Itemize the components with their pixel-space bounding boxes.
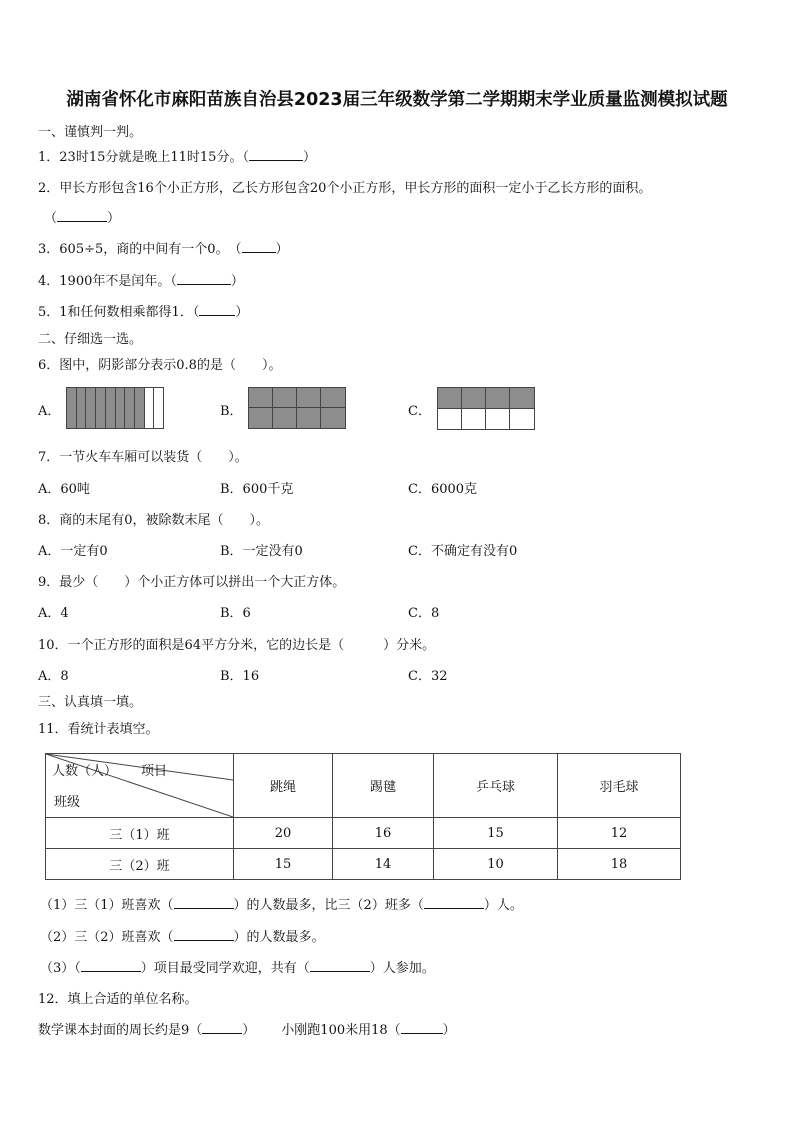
corner-item-label: 项目 [141, 764, 168, 779]
question-2-answer: （ ） [44, 211, 121, 226]
question-9: 9．最少（ ）个小正方体可以拼出一个大正方体。 [38, 575, 346, 590]
answer-blank[interactable] [242, 240, 276, 253]
table-cell: 12 [558, 818, 681, 849]
table-cell: 14 [333, 849, 434, 880]
question-6: 6．图中，阴影部分表示0.8的是（ ）。 [38, 358, 282, 373]
column-header: 羽毛球 [558, 754, 681, 818]
question-8: 8．商的末尾有0，被除数末尾（ ）。 [38, 513, 270, 528]
answer-blank[interactable] [57, 209, 107, 222]
section-1-heading: 一、谨慎判一判。 [38, 125, 143, 140]
table-cell: 16 [333, 818, 434, 849]
answer-blank[interactable] [401, 1021, 443, 1034]
question-10: 10．一个正方形的面积是64平方分米，它的边长是（ ）分米。 [38, 638, 436, 653]
question-11-sub-3: （3）（ ）项目最受同学欢迎，共有（ ）人参加。 [40, 961, 435, 976]
q7-option-b[interactable]: B．600千克 [220, 482, 294, 497]
question-5: 5．1和任何数相乘都得1．（ ） [38, 305, 249, 320]
question-11-sub-1: （1）三（1）班喜欢（ ）的人数最多，比三（2）班多（ ）人。 [40, 898, 523, 913]
table-cell: 15 [434, 818, 558, 849]
column-header: 踢毽 [333, 754, 434, 818]
corner-class-label: 班级 [54, 795, 81, 810]
table-cell: 18 [558, 849, 681, 880]
option-a-label: A． [38, 404, 61, 419]
table-cell: 10 [434, 849, 558, 880]
question-7: 7．一节火车车厢可以装货（ ）。 [38, 450, 248, 465]
q8-option-b[interactable]: B．一定没有0 [220, 544, 303, 559]
question-11-sub-2: （2）三（2）班喜欢（ ）的人数最多。 [40, 930, 325, 945]
table-cell: 20 [234, 818, 333, 849]
row-class-cell: 三（1）班 [46, 818, 234, 849]
table-row [46, 818, 681, 849]
page-title: 湖南省怀化市麻阳苗族自治县2023届三年级数学第二学期期末学业质量监测模拟试题 [66, 90, 728, 110]
question-1: 1．23时15分就是晚上11时15分。（ ） [38, 150, 316, 165]
row-class-cell: 三（2）班 [46, 849, 234, 880]
option-c-figure[interactable] [437, 387, 535, 430]
section-2-heading: 二、仔细选一选。 [38, 332, 143, 347]
q9-option-b[interactable]: B．6 [220, 606, 251, 621]
question-11: 11．看统计表填空。 [38, 722, 159, 737]
question-2: 2．甲长方形包含16个小正方形，乙长方形包含20个小正方形，甲长方形的面积一定小于乙长方形的面积。 [38, 181, 652, 196]
answer-blank[interactable] [81, 959, 141, 972]
answer-blank[interactable] [174, 896, 234, 909]
question-12-line: 数学课本封面的周长约是9（ ） 小刚跑100米用18（ ） [38, 1023, 456, 1038]
answer-blank[interactable] [249, 148, 303, 161]
option-c-label: C． [408, 404, 431, 419]
q10-option-a[interactable]: A．8 [38, 669, 69, 684]
q9-option-c[interactable]: C．8 [408, 606, 440, 621]
question-4: 4．1900年不是闰年。（ ） [38, 274, 244, 289]
q7-option-a[interactable]: A．60吨 [38, 482, 90, 497]
column-header: 跳绳 [234, 754, 333, 818]
answer-blank[interactable] [310, 959, 370, 972]
option-b-figure[interactable] [248, 387, 346, 429]
table-corner-cell [46, 754, 234, 818]
q9-option-a[interactable]: A．4 [38, 606, 69, 621]
corner-people-label: 人数（人） [52, 764, 118, 779]
question-3: 3．605÷5，商的中间有一个0。 （ ） [38, 242, 289, 257]
q10-option-c[interactable]: C．32 [408, 669, 448, 684]
answer-blank[interactable] [424, 896, 484, 909]
table-row [46, 849, 681, 880]
table-header-row [46, 754, 681, 818]
q8-option-a[interactable]: A．一定有0 [38, 544, 108, 559]
q8-option-c[interactable]: C．不确定有没有0 [408, 544, 518, 559]
q10-option-b[interactable]: B．16 [220, 669, 260, 684]
q7-option-c[interactable]: C．6000克 [408, 482, 478, 497]
answer-blank[interactable] [177, 272, 231, 285]
option-b-label: B． [220, 404, 243, 419]
answer-blank[interactable] [174, 928, 234, 941]
statistics-table [45, 753, 681, 880]
section-3-heading: 三、认真填一填。 [38, 695, 143, 710]
question-12: 12．填上合适的单位名称。 [38, 992, 198, 1007]
answer-blank[interactable] [202, 1021, 242, 1034]
option-a-figure[interactable] [66, 387, 164, 429]
column-header: 乒乓球 [434, 754, 558, 818]
table-cell: 15 [234, 849, 333, 880]
answer-blank[interactable] [199, 303, 235, 316]
